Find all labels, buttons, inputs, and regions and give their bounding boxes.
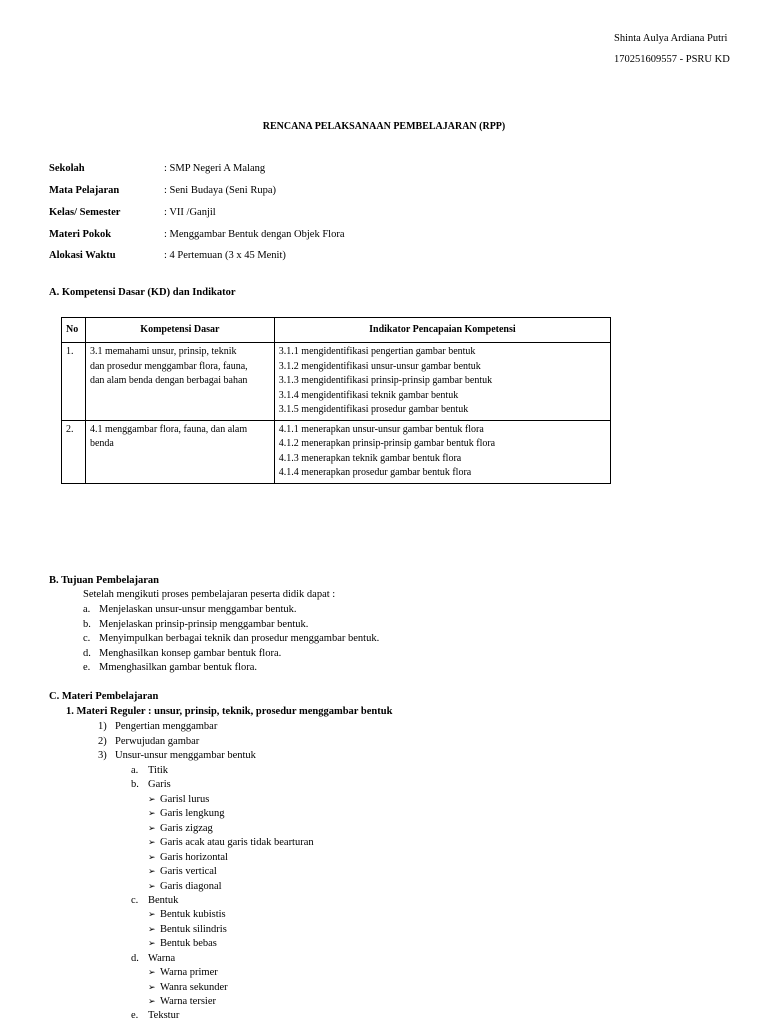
indikator-line: 4.1.1 menerapkan unsur-unsur gambar bentuk flora: [278, 423, 484, 435]
kd-table: [61, 317, 611, 484]
list-text: Unsur-unsur menggambar bentuk: [115, 750, 256, 761]
list-marker: 2): [98, 736, 107, 747]
table-cell-indikator: [274, 420, 610, 483]
arrow-bullet-icon: ➢: [148, 809, 156, 819]
list-item: [98, 720, 217, 735]
list-marker: 3): [98, 750, 107, 761]
table-header-no: No: [62, 318, 86, 343]
sub-list-item: [148, 880, 222, 895]
table-row: [62, 420, 611, 483]
sub-list-item: [148, 851, 228, 866]
list-text: Menghasilkan konsep gambar bentuk flora.: [99, 648, 282, 659]
arrow-bullet-icon: ➢: [148, 824, 156, 834]
list-text: Pengertian menggambar: [115, 721, 218, 732]
identity-label: Kelas/ Semester: [49, 207, 121, 218]
identity-value: : 4 Pertemuan (3 x 45 Menit): [164, 250, 286, 261]
list-text: Bentuk silindris: [160, 924, 227, 935]
kd-line: dan alam benda dengan berbagai bahan: [89, 375, 248, 386]
table-header-kd: Kompetensi Dasar: [85, 318, 274, 343]
author-id: 170251609557 - PSRU KD: [614, 54, 730, 65]
arrow-bullet-icon: ➢: [148, 997, 156, 1007]
indikator-line: 3.1.4 mengidentifikasi teknik gambar bentuk: [278, 389, 459, 401]
kd-line: dan prosedur menggambar flora, fauna,: [89, 360, 248, 372]
identity-label: Materi Pokok: [49, 229, 112, 240]
identity-value: : SMP Negeri A Malang: [164, 163, 266, 174]
list-item: [131, 1009, 179, 1024]
arrow-bullet-icon: ➢: [148, 867, 156, 877]
sub-list-item: [148, 923, 227, 938]
indikator-line: 3.1.3 mengidentifikasi prinsip-prinsip gambar bentuk: [278, 375, 493, 386]
sub-list-item: [148, 822, 213, 837]
indikator-line: 4.1.2 menerapkan prinsip-prinsip gambar bentuk flora: [278, 438, 496, 449]
list-item: [98, 749, 256, 764]
sub-list-item: [148, 995, 216, 1010]
list-item: [131, 952, 175, 967]
list-text: Menjelaskan prinsip-prinsip menggambar bentuk.: [99, 619, 309, 630]
section-c-heading: C. Materi Pembelajaran: [49, 691, 159, 702]
indikator-line: 3.1.1 mengidentifikasi pengertian gambar bentuk: [278, 346, 476, 357]
arrow-bullet-icon: ➢: [148, 925, 156, 935]
sub-list-item: [148, 793, 209, 808]
list-text: Garis acak atau garis tidak bearturan: [160, 837, 314, 848]
sub-list-item: [148, 981, 228, 996]
arrow-bullet-icon: ➢: [148, 910, 156, 920]
list-marker: a.: [83, 604, 91, 615]
list-item: [131, 894, 178, 909]
section-b-intro: Setelah mengikuti proses pembelajaran peserta didik dapat :: [83, 589, 336, 600]
list-text: Titik: [148, 765, 169, 776]
sub-list-item: [148, 937, 217, 952]
list-marker: d.: [131, 953, 139, 964]
list-text: Garis lengkung: [160, 808, 225, 819]
list-marker: e.: [83, 662, 91, 673]
table-cell-no: 2.: [62, 420, 86, 483]
author-name: Shinta Aulya Ardiana Putri: [614, 33, 728, 44]
list-item: [131, 764, 168, 779]
sub-list-item: [148, 836, 314, 851]
list-marker: c.: [131, 895, 139, 906]
indikator-line: 3.1.2 mengidentifikasi unsur-unsur gambar bentuk: [278, 360, 481, 372]
arrow-bullet-icon: ➢: [148, 968, 156, 978]
sub-list-item: [148, 807, 224, 822]
list-text: Warna tersier: [160, 996, 216, 1007]
list-text: Garis zigzag: [160, 823, 213, 834]
list-item: [83, 661, 257, 676]
table-cell-no: 1.: [62, 343, 86, 421]
identity-value: : Seni Budaya (Seni Rupa): [164, 185, 276, 196]
list-text: Garis diagonal: [160, 881, 222, 892]
list-marker: b.: [131, 779, 139, 790]
list-text: Bentuk kubistis: [160, 909, 226, 920]
section-c-subheading: 1. Materi Reguler : unsur, prinsip, teknik, prosedur menggambar bentuk: [66, 706, 393, 717]
list-text: Garisl lurus: [160, 794, 210, 805]
list-item: [83, 647, 281, 662]
kd-line: 3.1 memahami unsur, prinsip, teknik: [89, 346, 237, 357]
identity-value: : Menggambar Bentuk dengan Objek Flora: [164, 229, 345, 240]
identity-label: Sekolah: [49, 163, 85, 174]
document-title: RENCANA PELAKSANAAN PEMBELAJARAN (RPP): [262, 121, 506, 132]
table-header-indikator: Indikator Pencapaian Kompetensi: [274, 318, 610, 343]
list-text: Warna primer: [160, 967, 218, 978]
list-text: Wanra sekunder: [160, 982, 228, 993]
arrow-bullet-icon: ➢: [148, 795, 156, 805]
kd-line: benda: [89, 438, 114, 449]
list-item: [83, 618, 308, 633]
list-text: Bentuk: [148, 895, 179, 906]
identity-value: : VII /Ganjil: [164, 207, 216, 218]
identity-label: Alokasi Waktu: [49, 250, 116, 261]
arrow-bullet-icon: ➢: [148, 983, 156, 993]
list-marker: a.: [131, 765, 139, 776]
list-text: Mmenghasilkan gambar bentuk flora.: [99, 662, 258, 673]
list-marker: 1): [98, 721, 107, 732]
indikator-line: 3.1.5 mengidentifikasi prosedur gambar bentuk: [278, 404, 469, 415]
sub-list-item: [148, 908, 226, 923]
list-marker: e.: [131, 1010, 139, 1021]
list-text: Menjelaskan unsur-unsur menggambar bentuk.: [99, 604, 297, 615]
indikator-line: 4.1.4 menerapkan prosedur gambar bentuk flora: [278, 467, 472, 478]
table-row: [62, 343, 611, 421]
list-marker: c.: [83, 633, 91, 644]
list-text: Menyimpulkan berbagai teknik dan prosedur menggambar bentuk.: [99, 633, 380, 644]
list-text: Garis vertical: [160, 866, 217, 877]
table-cell-kd: [85, 343, 274, 421]
kd-line: 4.1 menggambar flora, fauna, dan alam: [89, 423, 248, 435]
table-cell-indikator: [274, 343, 610, 421]
arrow-bullet-icon: ➢: [148, 882, 156, 892]
list-text: Tekstur: [148, 1010, 180, 1021]
indikator-line: 4.1.3 menerapkan teknik gambar bentuk flora: [278, 452, 462, 464]
list-text: Garis horizontal: [160, 852, 228, 863]
list-text: Bentuk bebas: [160, 938, 217, 949]
list-marker: b.: [83, 619, 91, 630]
arrow-bullet-icon: ➢: [148, 939, 156, 949]
sub-list-item: [148, 865, 217, 880]
list-text: Warna: [148, 953, 176, 964]
list-marker: d.: [83, 648, 91, 659]
list-item: [83, 603, 297, 618]
section-b-heading: B. Tujuan Pembelajaran: [49, 575, 159, 586]
table-header-row: [62, 318, 611, 343]
section-a-heading: A. Kompetensi Dasar (KD) dan Indikator: [49, 287, 236, 298]
arrow-bullet-icon: ➢: [148, 853, 156, 863]
list-item: [98, 735, 199, 750]
list-item: [83, 632, 379, 647]
sub-list-item: [148, 966, 218, 981]
list-text: Perwujudan gambar: [115, 736, 200, 747]
table-cell-kd: [85, 420, 274, 483]
identity-label: Mata Pelajaran: [49, 185, 120, 196]
list-text: Garis: [148, 779, 171, 790]
arrow-bullet-icon: ➢: [148, 838, 156, 848]
list-item: [131, 778, 171, 793]
